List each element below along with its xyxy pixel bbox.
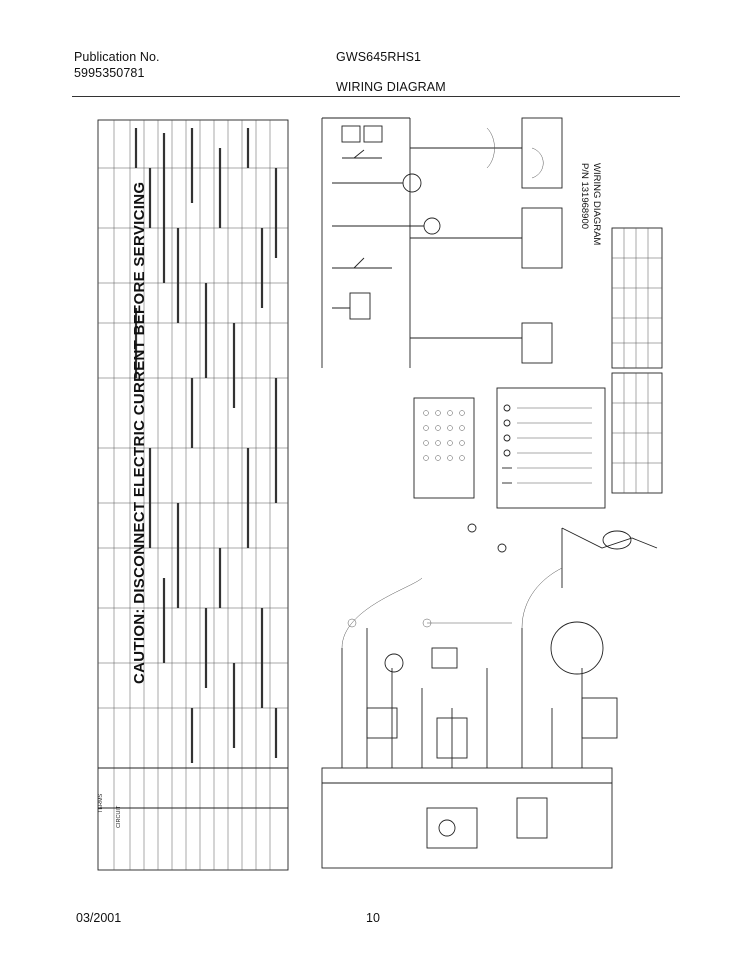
part-number: P/N 131968900: [579, 163, 590, 230]
timer-sequence-chart: [98, 120, 288, 870]
svg-text:CIRCUIT: CIRCUIT: [116, 805, 122, 828]
svg-text:TERMS: TERMS: [98, 793, 104, 813]
symbol-legend: [497, 388, 605, 508]
diagram-title: WIRING DIAGRAM: [591, 163, 602, 246]
speed-switch-chart: [612, 228, 662, 368]
caution-banner: CAUTION: DISCONNECT ELECTRIC CURRENT BEFORE SERVICING: [131, 181, 148, 684]
diagram-title-block: [566, 163, 602, 273]
power-cord: [468, 524, 657, 588]
footer-page-number: 10: [366, 911, 380, 925]
model-number: GWS645RHS1: [336, 50, 422, 64]
page-title: WIRING DIAGRAM: [336, 80, 446, 94]
publication-number: 5995350781: [74, 66, 145, 80]
wiring-diagram-sheet: [92, 108, 672, 876]
publication-label: Publication No.: [74, 50, 160, 64]
terminal-block: [414, 398, 474, 498]
ladder-schematic: [322, 118, 562, 368]
pictorial-wiring: [322, 568, 617, 868]
header-divider: [72, 96, 680, 97]
footer-date: 03/2001: [76, 911, 122, 925]
temperature-switch-chart: [612, 373, 662, 493]
